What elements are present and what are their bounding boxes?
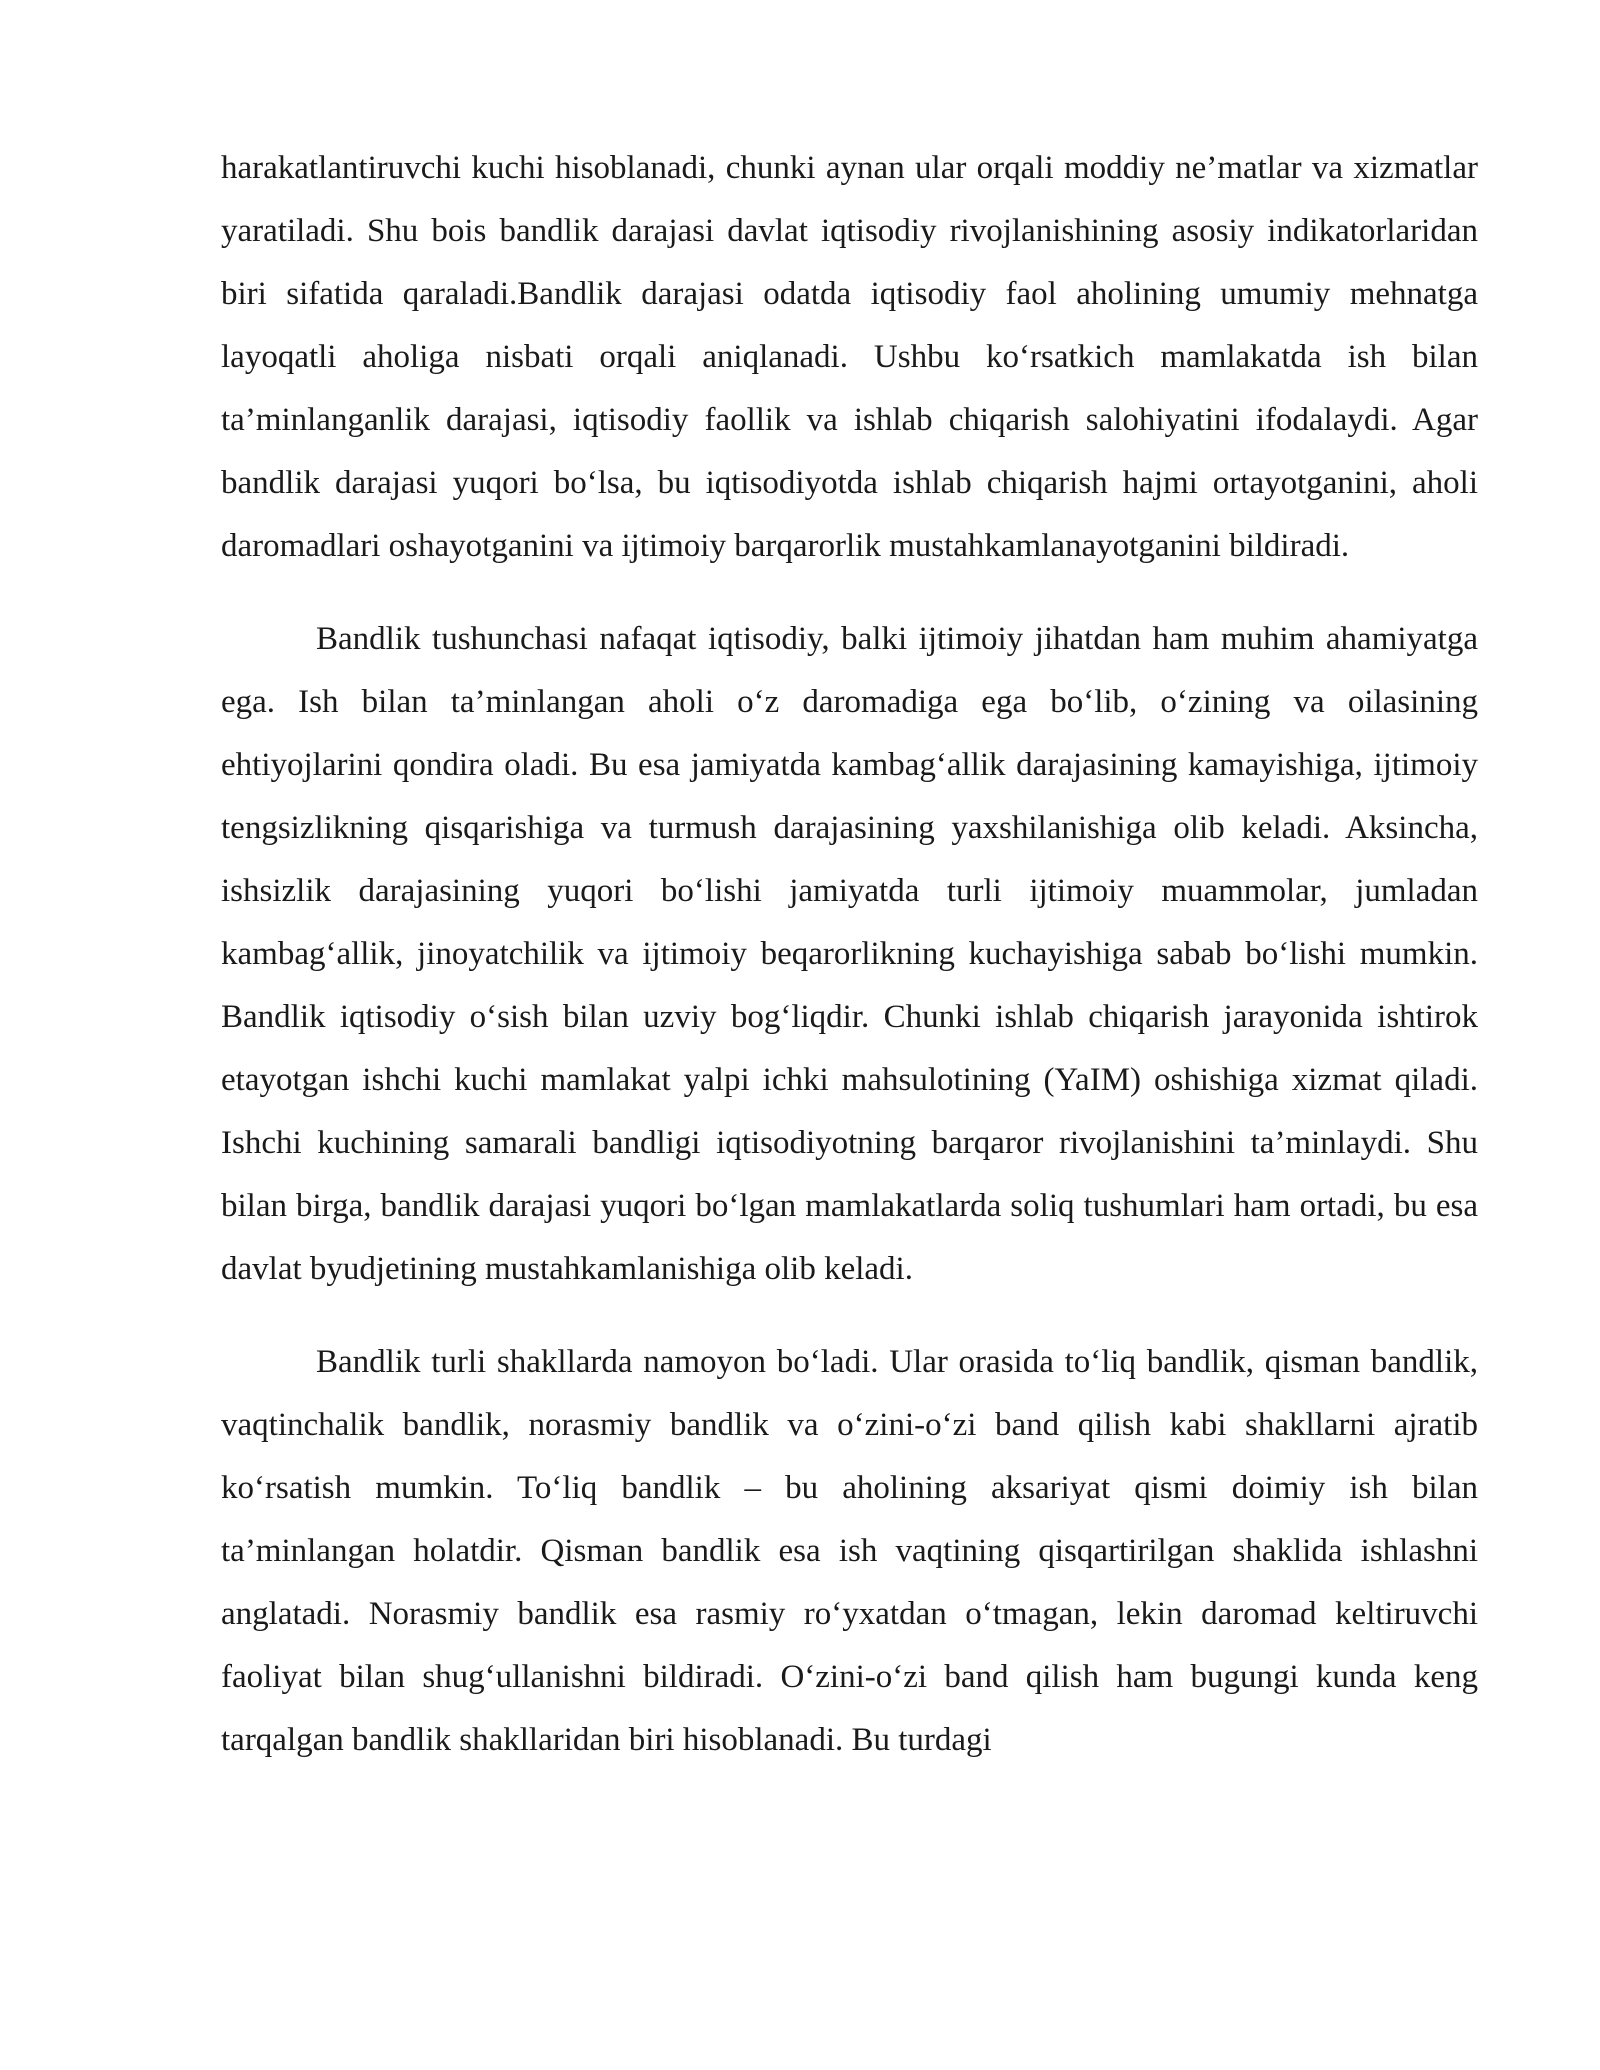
paragraph-2: Bandlik tushunchasi nafaqat iqtisodiy, balki ijtimoiy jihatdan ham muhim ahamiyatga ega. Ish bilan ta’minlangan aholi o‘z daromadiga ega bo‘lib, o‘zining va oilasining ehtiyojlarini qondira oladi. Bu esa jamiyatda kambag‘allik darajasining kamayishiga, ijtimoiy tengsizlikning qisqarishiga va turmush darajasining yaxshilanishiga olib keladi. Aksincha, ishsizlik darajasining yuqori bo‘lishi jamiyatda turli ijtimoiy muammolar, jumladan kambag‘allik, jinoyatchilik va ijtimoiy beqarorlikning kuchayishiga sabab bo‘lishi mumkin. Bandlik iqtisodiy o‘sish bilan uzviy bog‘liqdir. Chunki ishlab chiqarish jarayonida ishtirok etayotgan ishchi kuchi mamlakat yalpi ichki mahsulotining (YaIM) oshishiga xizmat qiladi. Ishchi kuchining samarali bandligi iqtisodiyotning barqaror rivojlanishini ta’minlaydi. Shu bilan birga, bandlik darajasi yuqori bo‘lgan mamlakatlarda soliq tushumlari ham ortadi, bu esa davlat byudjetining mustahkamlanishiga olib keladi. xyxy=(221,621,1478,1287)
paragraph-3: Bandlik turli shakllarda namoyon bo‘ladi. Ular orasida to‘liq bandlik, qisman bandlik, vaqtinchalik bandlik, norasmiy bandlik va o‘zini-o‘zi band qilish kabi shakllarni ajratib ko‘rsatish mumkin. To‘liq bandlik – bu aholining aksariyat qismi doimiy ish bilan ta’minlangan holatdir. Qisman bandlik esa ish vaqtining qisqartirilgan shaklida ishlashni anglatadi. Norasmiy bandlik esa rasmiy ro‘yxatdan o‘tmagan, lekin daromad keltiruvchi faoliyat bilan shug‘ullanishni bildiradi. O‘zini-o‘zi band qilish ham bugungi kunda keng tarqalgan bandlik shakllaridan biri hisoblanadi. Bu turdagi xyxy=(221,1344,1478,1758)
paragraph-1: harakatlantiruvchi kuchi hisoblanadi, chunki aynan ular orqali moddiy ne’matlar va xizmatlar yaratiladi. Shu bois bandlik darajasi davlat iqtisodiy rivojlanishining asosiy indikatorlaridan biri sifatida qaraladi.Bandlik darajasi odatda iqtisodiy faol aholining umumiy mehnatga layoqatli aholiga nisbati orqali aniqlanadi. Ushbu ko‘rsatkich mamlakatda ish bilan ta’minlanganlik darajasi, iqtisodiy faollik va ishlab chiqarish salohiyatini ifodalaydi. Agar bandlik darajasi yuqori bo‘lsa, bu iqtisodiyotda ishlab chiqarish hajmi ortayotganini, aholi daromadlari oshayotganini va ijtimoiy barqarorlik mustahkamlanayotganini bildiradi. xyxy=(221,150,1478,564)
document-body xyxy=(221,137,1478,1772)
